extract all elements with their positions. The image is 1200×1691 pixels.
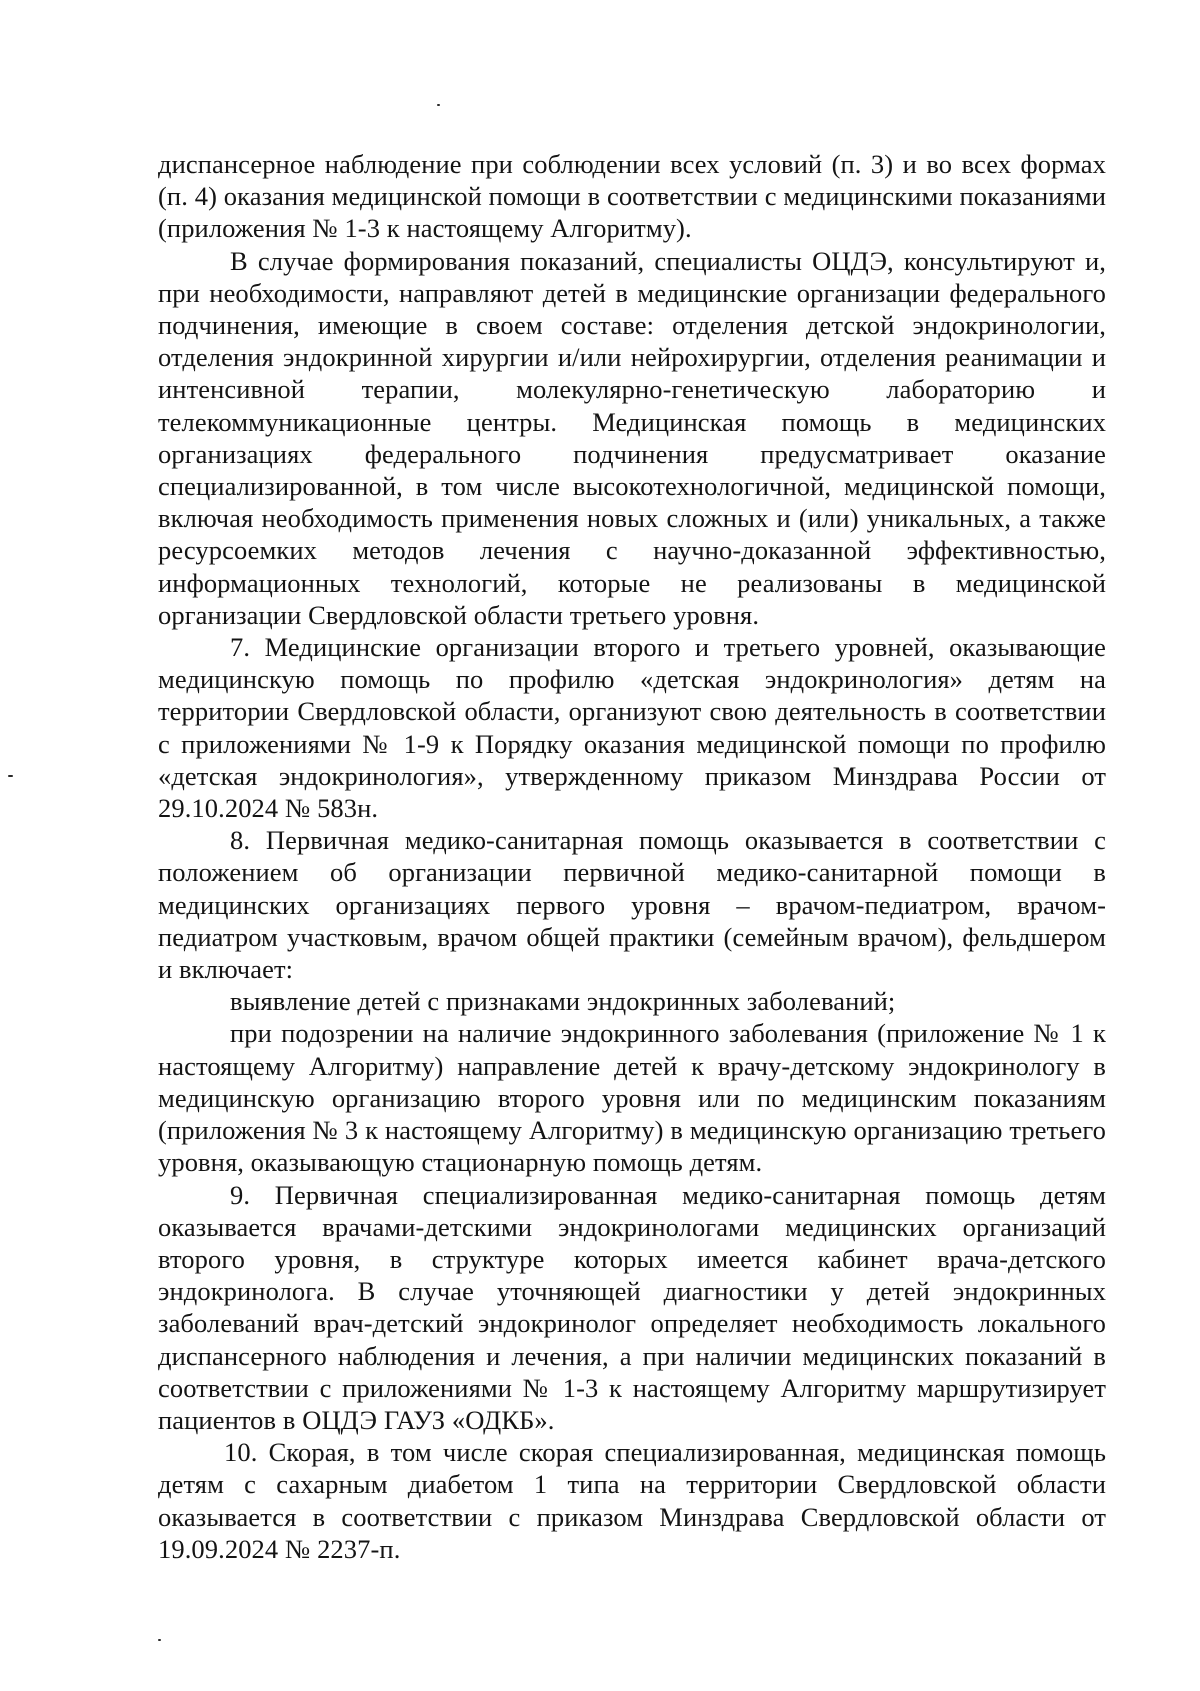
paragraph-item-8-bullet-2: при подозрении на наличие эндокринного заболевания (приложение № 1 к настоящему Алгоритму) направление детей к врачу-детскому эндокринологу в медицинскую организацию второго уровня или по медицинским показаниям (приложения № 3 к настоящему Алгоритму) в медицинскую организацию третьего уровня, оказывающую стационарную помощь детям. [158, 1018, 1106, 1178]
paragraph-referral: В случае формирования показаний, специалисты ОЦДЭ, консультируют и, при необходимости, направляют детей в медицинские организации федерального подчинения, имеющие в своем составе: отделения детской эндокринологии, отделения эндокринной хирургии и/или нейрохирургии, отделения реанимации и интенсивной терапии, молекулярно-генетическую лабораторию и телекоммуникационные центры. Медицинская помощь в медицинских организациях федерального подчинения предусматривает оказание специализированной, в том числе высокотехнологичной, медицинской помощи, включая необходимость применения новых сложных и (или) уникальных, а также ресурсоемких методов лечения с научно-доказанной эффективностью, информационных технологий, которые не реализованы в медицинской организации Свердловской области третьего уровня. [158, 245, 1106, 630]
paragraph-item-9: 9. Первичная специализированная медико-санитарная помощь детям оказывается врачами-детскими эндокринологами медицинских организаций второго уровня, в структуре которых имеется кабинет врача-детского эндокринолога. В случае уточняющей диагностики у детей эндокринных заболеваний врач-детский эндокринолог определяет необходимость локального диспансерного наблюдения и лечения, а при наличии медицинских показаний в соответствии с приложениями № 1-3 к настоящему Алгоритму маршрутизирует пациентов в ОЦДЭ ГАУЗ «ОДКБ». [158, 1179, 1106, 1435]
scan-speck-bottom [158, 1639, 161, 1641]
paragraph-item-8: 8. Первичная медико-санитарная помощь оказывается в соответствии с положением об организации первичной медико-санитарной помощи в медицинских организациях первого уровня – врачом-педиатром, врачом-педиатром участковым, врачом общей практики (семейным врачом), фельдшером и включает: [158, 825, 1106, 985]
paragraph-item-7: 7. Медицинские организации второго и третьего уровней, оказывающие медицинскую помощь по профилю «детская эндокринология» детям на территории Свердловской области, организуют свою деятельность в соответствии с приложениями № 1-9 к Порядку оказания медицинской помощи по профилю «детская эндокринология», утвержденному приказом Минздрава России от 29.10.2024 № 583н. [158, 632, 1106, 824]
document-page [158, 148, 1106, 1565]
paragraph-continuation: диспансерное наблюдение при соблюдении всех условий (п. 3) и во всех формах (п. 4) оказания медицинской помощи в соответствии с медицинскими показаниями (приложения № 1-3 к настоящему Алгоритму). [158, 149, 1106, 244]
scan-speck-left [8, 775, 13, 777]
paragraph-item-8-bullet-1: выявление детей с признаками эндокринных заболеваний; [230, 986, 896, 1017]
scan-speck-top [437, 104, 440, 106]
paragraph-item-10: 10. Скорая, в том числе скорая специализированная, медицинская помощь детям с сахарным диабетом 1 типа на территории Свердловской области оказывается в соответствии с приказом Минздрава Свердловской области от 19.09.2024 № 2237-п. [158, 1437, 1106, 1564]
